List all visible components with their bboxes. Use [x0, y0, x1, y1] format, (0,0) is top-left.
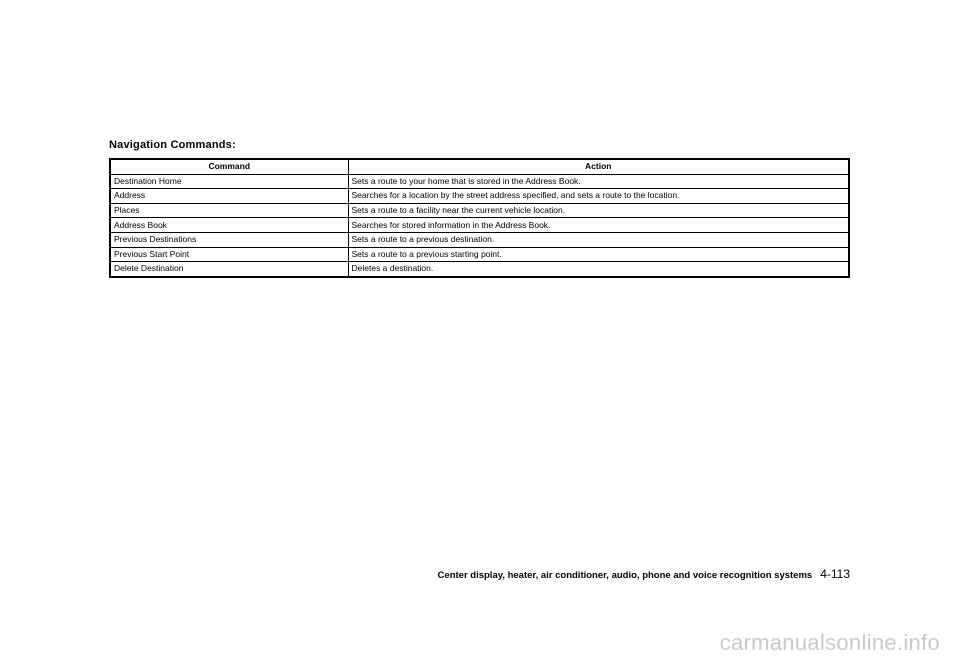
- table-row: [110, 247, 849, 262]
- action-cell: Sets a route to a previous destination.: [348, 232, 849, 247]
- action-cell: Sets a route to your home that is stored in the Address Book.: [348, 174, 849, 189]
- column-header-command: Command: [110, 159, 348, 174]
- table-row: [110, 218, 849, 233]
- command-cell: Destination Home: [110, 174, 348, 189]
- page-number: 4-113: [820, 567, 850, 581]
- command-cell: Address: [110, 189, 348, 204]
- action-cell: Sets a route to a previous starting point.: [348, 247, 849, 262]
- navigation-commands-table: [109, 158, 850, 278]
- command-cell: Address Book: [110, 218, 348, 233]
- column-header-action: Action: [348, 159, 849, 174]
- command-cell: Previous Start Point: [110, 247, 348, 262]
- action-cell: Sets a route to a facility near the current vehicle location.: [348, 203, 849, 218]
- command-cell: Delete Destination: [110, 262, 348, 277]
- command-cell: Places: [110, 203, 348, 218]
- table-header-row: [110, 159, 849, 174]
- command-cell: Previous Destinations: [110, 232, 348, 247]
- section-title: Navigation Commands:: [109, 139, 236, 151]
- table-row: [110, 203, 849, 218]
- table-row: [110, 174, 849, 189]
- watermark: carmanualsonline.info: [719, 630, 940, 655]
- action-cell: Deletes a destination.: [348, 262, 849, 277]
- table-row: [110, 189, 849, 204]
- table-row: [110, 262, 849, 277]
- page-footer: [438, 565, 850, 583]
- table-row: [110, 232, 849, 247]
- action-cell: Searches for stored information in the Address Book.: [348, 218, 849, 233]
- chapter-title: Center display, heater, air conditioner, audio, phone and voice recognition systems: [437, 570, 813, 581]
- action-cell: Searches for a location by the street address specified, and sets a route to the location.: [348, 189, 849, 204]
